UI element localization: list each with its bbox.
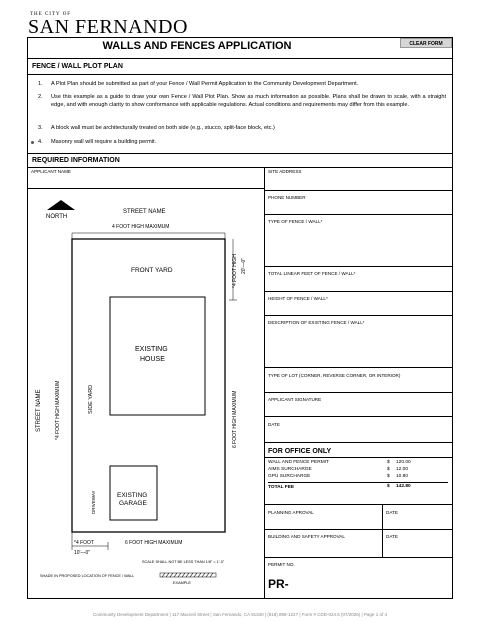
scale-note: SCALE SHALL NOT BE LESS THAN 1/8" = 1'-0" bbox=[142, 560, 225, 564]
permit-prefix: PR- bbox=[268, 577, 289, 591]
signature-label: APPLICANT SIGNATURE bbox=[268, 397, 322, 402]
divider bbox=[265, 190, 453, 191]
total-fee-label: TOTAL FEE bbox=[268, 485, 295, 490]
height-label: HEIGHT OF FENCE / WALL* bbox=[268, 296, 328, 301]
linear-feet-field[interactable] bbox=[266, 277, 452, 289]
divider bbox=[265, 442, 453, 443]
lot-type-label: TYPE OF LOT (CORNER, REVERSE CORNER, OR INTERIOR) bbox=[268, 373, 401, 378]
top-fence-label: 4 FOOT HIGH MAXIMUM bbox=[112, 224, 170, 230]
fee-currency: $ bbox=[387, 467, 390, 472]
north-label: NORTH bbox=[46, 214, 68, 220]
fee-currency: $ bbox=[387, 474, 390, 479]
instruction-item: 3. A block wall must be architecturally treated on both side (e.g., stucco, split-face block, etc.) bbox=[38, 125, 275, 131]
bullet-dot bbox=[31, 141, 34, 144]
logo-san-fernando: SAN FERNANDO bbox=[28, 16, 188, 38]
dim-20-label: 20'—0" bbox=[241, 257, 247, 274]
planning-approval-label: PLANNING APROVAL bbox=[268, 510, 314, 515]
fee-label: WALL AND FENCE PERMIT bbox=[268, 460, 329, 465]
building-date-label: DATE bbox=[386, 534, 398, 539]
divider bbox=[265, 504, 453, 505]
required-heading: REQUIRED INFORMATION bbox=[32, 157, 120, 164]
permit-no-label: PERMIT NO. bbox=[268, 562, 295, 567]
north-arrow-icon bbox=[47, 200, 75, 210]
garage-label-2: GARAGE bbox=[119, 500, 147, 507]
divider bbox=[27, 167, 453, 168]
fee-amount: 120.00 bbox=[396, 460, 411, 465]
building-approval-label: BUILDING AND SAFETY APPROVAL bbox=[268, 534, 345, 539]
driveway-label: DRIVEWAY bbox=[91, 490, 96, 514]
divider bbox=[382, 504, 383, 558]
office-heading: FOR OFFICE ONLY bbox=[268, 448, 332, 455]
site-address-label: SITE ADDRESS bbox=[268, 169, 302, 174]
divider bbox=[265, 315, 453, 316]
divider bbox=[265, 367, 453, 368]
front-yard-label: FRONT YARD bbox=[131, 267, 173, 274]
instruction-item: 1. A Plot Plan should be submitted as part of your Fence / Wall Permit Application to the Community Development Department. bbox=[38, 81, 359, 87]
date-field[interactable] bbox=[266, 428, 452, 440]
existing-fence-label: DESCRIPTION OF EXISTING FENCE / WALL* bbox=[268, 320, 365, 325]
instruction-item: 2. Use this example as a guide to draw your own Fence / Wall Plot Plan. Show as much information as possible. Plans shall be drawn to scale, with a straight edge, and with enough clarity to show conformance with applicable regulations. Actual conditions and requirements may differ from this example. bbox=[38, 94, 446, 108]
divider bbox=[265, 457, 453, 458]
date-label: DATE bbox=[268, 422, 280, 427]
phone-number-label: PHONE NUMBER bbox=[268, 195, 306, 200]
lot-type-field[interactable] bbox=[266, 379, 452, 391]
plot-plan-drawing bbox=[28, 196, 264, 592]
fence-type-label: TYPE OF FENCE / WALL* bbox=[268, 219, 323, 224]
example-label: EXAMPLE bbox=[173, 581, 191, 585]
phone-number-field[interactable] bbox=[266, 201, 452, 213]
garage-label-1: EXISTING bbox=[117, 492, 148, 499]
house-label-2: HOUSE bbox=[140, 356, 165, 363]
site-address-field[interactable] bbox=[266, 176, 452, 190]
left-fence-label: *4 FOOT HIGH MAXIMUM bbox=[55, 380, 61, 440]
applicant-name-field[interactable] bbox=[28, 175, 264, 187]
divider bbox=[265, 214, 453, 215]
divider bbox=[265, 557, 453, 558]
divider bbox=[27, 74, 453, 75]
linear-feet-label: TOTAL LINEAR FEET OF FENCE / WALL* bbox=[268, 271, 356, 276]
divider bbox=[268, 482, 448, 483]
shade-note: SHADE IN PROPOSED LOCATION OF FENCE / WALL bbox=[40, 574, 135, 578]
house-label-1: EXISTING bbox=[135, 346, 168, 353]
fee-amount: 12.00 bbox=[396, 467, 409, 472]
plot-plan-heading: FENCE / WALL PLOT PLAN bbox=[32, 63, 123, 70]
divider bbox=[265, 416, 453, 417]
fee-label: GPU SURCHARGE bbox=[268, 474, 311, 479]
page-footer: Community Development Department | 117 Macneil Street | San Fernando, CA 91340 | (818) 898-1227 | Form # CDD-024.5 (07/2026) | Page 1 of 4 bbox=[93, 612, 387, 617]
fence-type-field[interactable] bbox=[266, 225, 452, 265]
instruction-item: 4. Masonry wall will require a building permit. bbox=[38, 139, 157, 145]
right-fence-top-label: *4 FOOT HIGH bbox=[232, 254, 238, 288]
height-field[interactable] bbox=[266, 302, 452, 314]
planning-date-label: DATE bbox=[386, 510, 398, 515]
fee-label: AIMS SURCHARGE bbox=[268, 467, 312, 472]
applicant-name-label: APPLICANT NAME bbox=[31, 169, 71, 174]
fee-amount: 10.80 bbox=[396, 474, 409, 479]
right-fence-label: 6 FOOT HIGH MAXIMUM bbox=[232, 390, 238, 448]
lot-boundary bbox=[72, 239, 225, 532]
column-divider bbox=[264, 167, 265, 599]
total-fee-amount: 142.80 bbox=[396, 484, 411, 489]
side-yard-label: SIDE YARD bbox=[88, 384, 94, 414]
bottom-dim-a-label: *4 FOOT bbox=[74, 540, 95, 546]
divider bbox=[27, 188, 265, 189]
bottom-dim-b-label: 10'—0" bbox=[74, 550, 91, 556]
street-top-label: STREET NAME bbox=[123, 209, 166, 215]
street-left-label: STREET NAME bbox=[36, 389, 42, 432]
existing-fence-field[interactable] bbox=[266, 326, 452, 366]
logo-city-of: THE CITY OF bbox=[30, 12, 72, 17]
divider bbox=[265, 266, 453, 267]
total-fee-currency: $ bbox=[387, 484, 390, 489]
bottom-fence-label: 6 FOOT HIGH MAXIMUM bbox=[125, 540, 183, 546]
clear-form-button[interactable]: CLEAR FORM bbox=[400, 38, 452, 48]
divider bbox=[265, 529, 453, 530]
signature-field[interactable] bbox=[266, 403, 452, 415]
divider bbox=[265, 291, 453, 292]
divider bbox=[27, 153, 453, 154]
page-title: WALLS AND FENCES APPLICATION bbox=[102, 40, 292, 52]
fee-currency: $ bbox=[387, 460, 390, 465]
divider bbox=[265, 392, 453, 393]
